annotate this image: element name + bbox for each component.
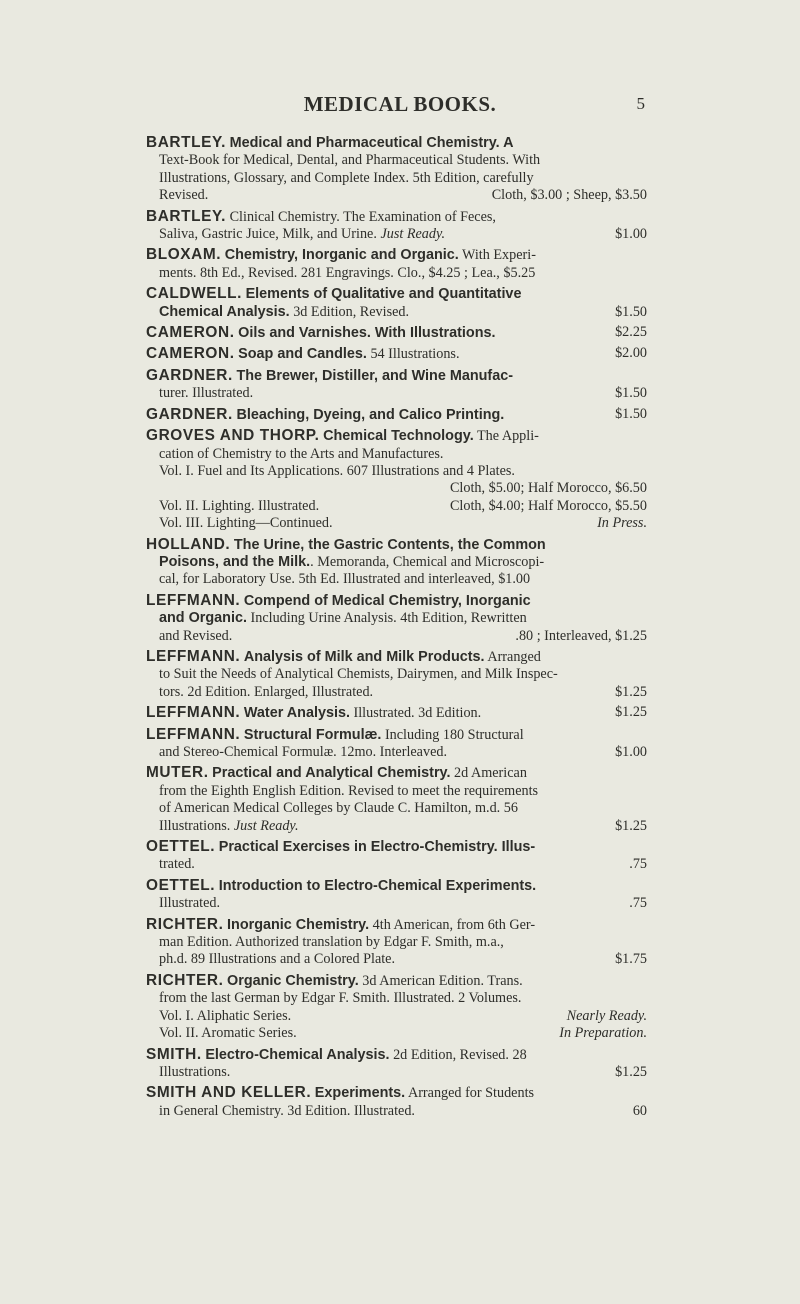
book-title: Structural Formulæ.: [243, 726, 382, 743]
author: LEFFMANN.: [146, 725, 241, 743]
author: RICHTER.: [146, 971, 224, 989]
title-continuation: 4th American, from 6th Ger-: [372, 916, 536, 933]
description-line: Illustrations, Glossary, and Complete Index. 5th Edition, carefully: [159, 169, 534, 186]
price: $1.75: [615, 951, 647, 968]
price: $1.00: [615, 226, 647, 243]
book-title: Soap and Candles.: [238, 346, 367, 363]
book-entry: [146, 1084, 647, 1120]
description-line: in General Chemistry. 3d Edition. Illustrated.: [159, 1102, 415, 1119]
author: GARDNER.: [146, 366, 233, 384]
volume-line: Vol. II. Lighting. Illustrated.: [159, 497, 320, 514]
book-entry: [146, 726, 647, 762]
description-line: and Revised.: [159, 627, 233, 644]
book-title-continuation: Poisons, and the Milk.: [159, 553, 311, 570]
status: In Press.: [597, 515, 647, 532]
book-entry: [146, 536, 647, 589]
price: Cloth, $4.00; Half Morocco, $5.50: [449, 497, 647, 514]
title-continuation: Arranged for Students: [407, 1085, 535, 1102]
price: $1.00: [615, 744, 647, 760]
author: CAMERON.: [146, 324, 235, 342]
page-title: MEDICAL BOOKS.: [303, 92, 497, 116]
page-header: [0, 92, 800, 122]
book-entry: [146, 838, 647, 874]
price: .75: [629, 856, 647, 873]
price: 60: [632, 1102, 647, 1119]
price: $2.25: [615, 324, 647, 341]
description-line: Including Urine Analysis. 4th Edition, Rewritten: [250, 610, 527, 627]
price: .80 ; Interleaved, $1.25: [515, 627, 647, 644]
author: SMITH.: [146, 1045, 202, 1063]
description-line: Vol. I. Fuel and Its Applications. 607 Illustrations and 4 Plates.: [159, 462, 515, 479]
price: $1.25: [615, 1063, 647, 1080]
book-entry: [146, 877, 647, 913]
book-entry: [146, 764, 647, 835]
description-line: from the last German by Edgar F. Smith. Illustrated. 2 Volumes.: [159, 990, 522, 1007]
author: LEFFMANN.: [146, 704, 241, 722]
price: $1.25: [615, 817, 647, 834]
book-title: Introduction to Electro-Chemical Experiments.: [218, 877, 537, 894]
book-title: Chemical Technology.: [323, 428, 474, 445]
book-title: Elements of Qualitative and Quantitative: [245, 286, 522, 303]
book-entry: [146, 246, 647, 282]
description-line: cal, for Laboratory Use. 5th Ed. Illustrated and interleaved, $1.00: [159, 571, 531, 588]
description-line: . Memoranda, Chemical and Microscopi-: [310, 553, 545, 570]
book-title: The Brewer, Distiller, and Wine Manufac-: [236, 367, 513, 384]
price: $1.50: [615, 303, 647, 320]
description-line: Illustrated.: [159, 895, 221, 912]
book-title: Inorganic Chemistry.: [227, 916, 370, 933]
title-continuation: Illustrated. 3d Edition.: [353, 705, 482, 722]
book-entry: [146, 704, 647, 722]
price: Cloth, $3.00 ; Sheep, $3.50: [491, 187, 647, 204]
title-continuation: Including 180 Structural: [384, 726, 524, 743]
price: .75: [629, 895, 647, 912]
description-line: Illustrations.: [159, 817, 231, 834]
description-line: Revised.: [159, 187, 209, 204]
description-line: ments. 8th Ed., Revised. 281 Engravings. Clo., $4.25 ; Lea., $5.25: [159, 264, 536, 281]
book-title: Medical and Pharmaceutical Chemistry. A: [229, 135, 514, 151]
price: $2.00: [615, 345, 647, 362]
status: Nearly Ready.: [566, 1007, 647, 1024]
description-line: cation of Chemistry to the Arts and Manufactures.: [159, 445, 444, 462]
author: MUTER.: [146, 764, 209, 782]
book-title: Oils and Varnishes. With Illustrations.: [238, 325, 496, 342]
status: Just Ready.: [233, 817, 299, 834]
author: OETTEL.: [146, 876, 216, 894]
title-continuation: Arranged: [487, 648, 541, 665]
title-continuation: The Appli-: [477, 428, 539, 445]
book-title: Experiments.: [314, 1085, 406, 1102]
volume-line: Vol. II. Aromatic Series.: [159, 1025, 297, 1042]
author: RICHTER.: [146, 915, 224, 933]
price: $1.25: [615, 704, 647, 721]
book-title-continuation: Chemical Analysis.: [159, 303, 290, 320]
book-title: Practical Exercises in Electro-Chemistry. Illus-: [218, 839, 536, 856]
volume-line: Vol. I. Aliphatic Series.: [159, 1007, 292, 1024]
book-entry: [146, 972, 647, 1043]
title-continuation: With Experi-: [462, 247, 536, 264]
description-line: of American Medical Colleges by Claude C. Hamilton, m.d. 56: [159, 800, 518, 817]
title-continuation: 3d American Edition. Trans.: [362, 972, 523, 989]
author: CAMERON.: [146, 345, 235, 363]
description-line: turer. Illustrated.: [159, 385, 254, 402]
author: LEFFMANN.: [146, 591, 241, 609]
book-title-continuation: and Organic.: [159, 610, 247, 627]
book-entry: [146, 324, 647, 342]
book-entry: [146, 134, 647, 205]
volume-line: Vol. III. Lighting—Continued.: [159, 515, 333, 532]
author: LEFFMANN.: [146, 647, 241, 665]
author: OETTEL.: [146, 838, 216, 856]
description-line: Text-Book for Medical, Dental, and Pharmaceutical Students. With: [159, 152, 541, 169]
book-entry: [146, 285, 647, 321]
description-line: ph.d. 89 Illustrations and a Colored Plate.: [159, 951, 396, 968]
book-list: [146, 134, 647, 1123]
title-continuation: 2d American: [454, 765, 527, 782]
book-entry: [146, 592, 647, 645]
book-entry: [146, 916, 647, 969]
description-line: and Stereo-Chemical Formulæ. 12mo. Interleaved.: [159, 744, 448, 760]
author: CALDWELL.: [146, 285, 243, 303]
page-number: 5: [636, 94, 645, 113]
description-line: man Edition. Authorized translation by Edgar F. Smith, m.a.,: [159, 934, 504, 951]
book-title: Analysis of Milk and Milk Products.: [243, 648, 485, 665]
book-title: Organic Chemistry.: [227, 972, 359, 989]
book-entry: [146, 208, 647, 244]
author: BARTLEY.: [146, 207, 227, 225]
book-title: Clinical Chemistry. The Examination of Feces,: [229, 208, 496, 225]
price: Cloth, $5.00; Half Morocco, $6.50: [449, 480, 647, 497]
book-entry: [146, 345, 647, 363]
book-entry: [146, 367, 647, 403]
description-line: Illustrations.: [159, 1063, 231, 1080]
book-title: Practical and Analytical Chemistry.: [212, 765, 451, 782]
book-title: The Urine, the Gastric Contents, the Common: [233, 536, 546, 553]
book-entry: [146, 427, 647, 532]
author: SMITH AND KELLER.: [146, 1084, 312, 1102]
author: BARTLEY.: [146, 134, 227, 151]
description-line: 3d Edition, Revised.: [293, 303, 410, 320]
book-entry: [146, 406, 647, 424]
book-title: Compend of Medical Chemistry, Inorganic: [243, 592, 531, 609]
description-line: tors. 2d Edition. Enlarged, Illustrated.: [159, 683, 374, 700]
price: $1.25: [615, 683, 647, 700]
title-continuation: 54 Illustrations.: [370, 346, 460, 363]
book-title: Water Analysis.: [243, 705, 350, 722]
status: Just Ready.: [380, 226, 446, 243]
title-continuation: 2d Edition, Revised. 28: [393, 1046, 527, 1063]
price: $1.50: [615, 385, 647, 402]
book-title: Bleaching, Dyeing, and Calico Printing.: [236, 406, 505, 423]
author: GROVES AND THORP.: [146, 427, 320, 445]
price: $1.50: [615, 405, 647, 422]
book-entry: [146, 1046, 647, 1082]
description-line: to Suit the Needs of Analytical Chemists, Dairymen, and Milk Inspec-: [159, 666, 558, 683]
author: HOLLAND.: [146, 535, 231, 553]
description-line: from the Eighth English Edition. Revised to meet the requirements: [159, 782, 539, 799]
author: GARDNER.: [146, 405, 233, 423]
author: BLOXAM.: [146, 246, 222, 264]
status: In Preparation.: [559, 1025, 647, 1042]
book-entry: [146, 648, 647, 701]
book-title: Chemistry, Inorganic and Organic.: [224, 247, 459, 264]
description-line: Saliva, Gastric Juice, Milk, and Urine.: [159, 226, 377, 243]
book-title: Electro-Chemical Analysis.: [205, 1046, 390, 1063]
description-line: trated.: [159, 856, 195, 873]
